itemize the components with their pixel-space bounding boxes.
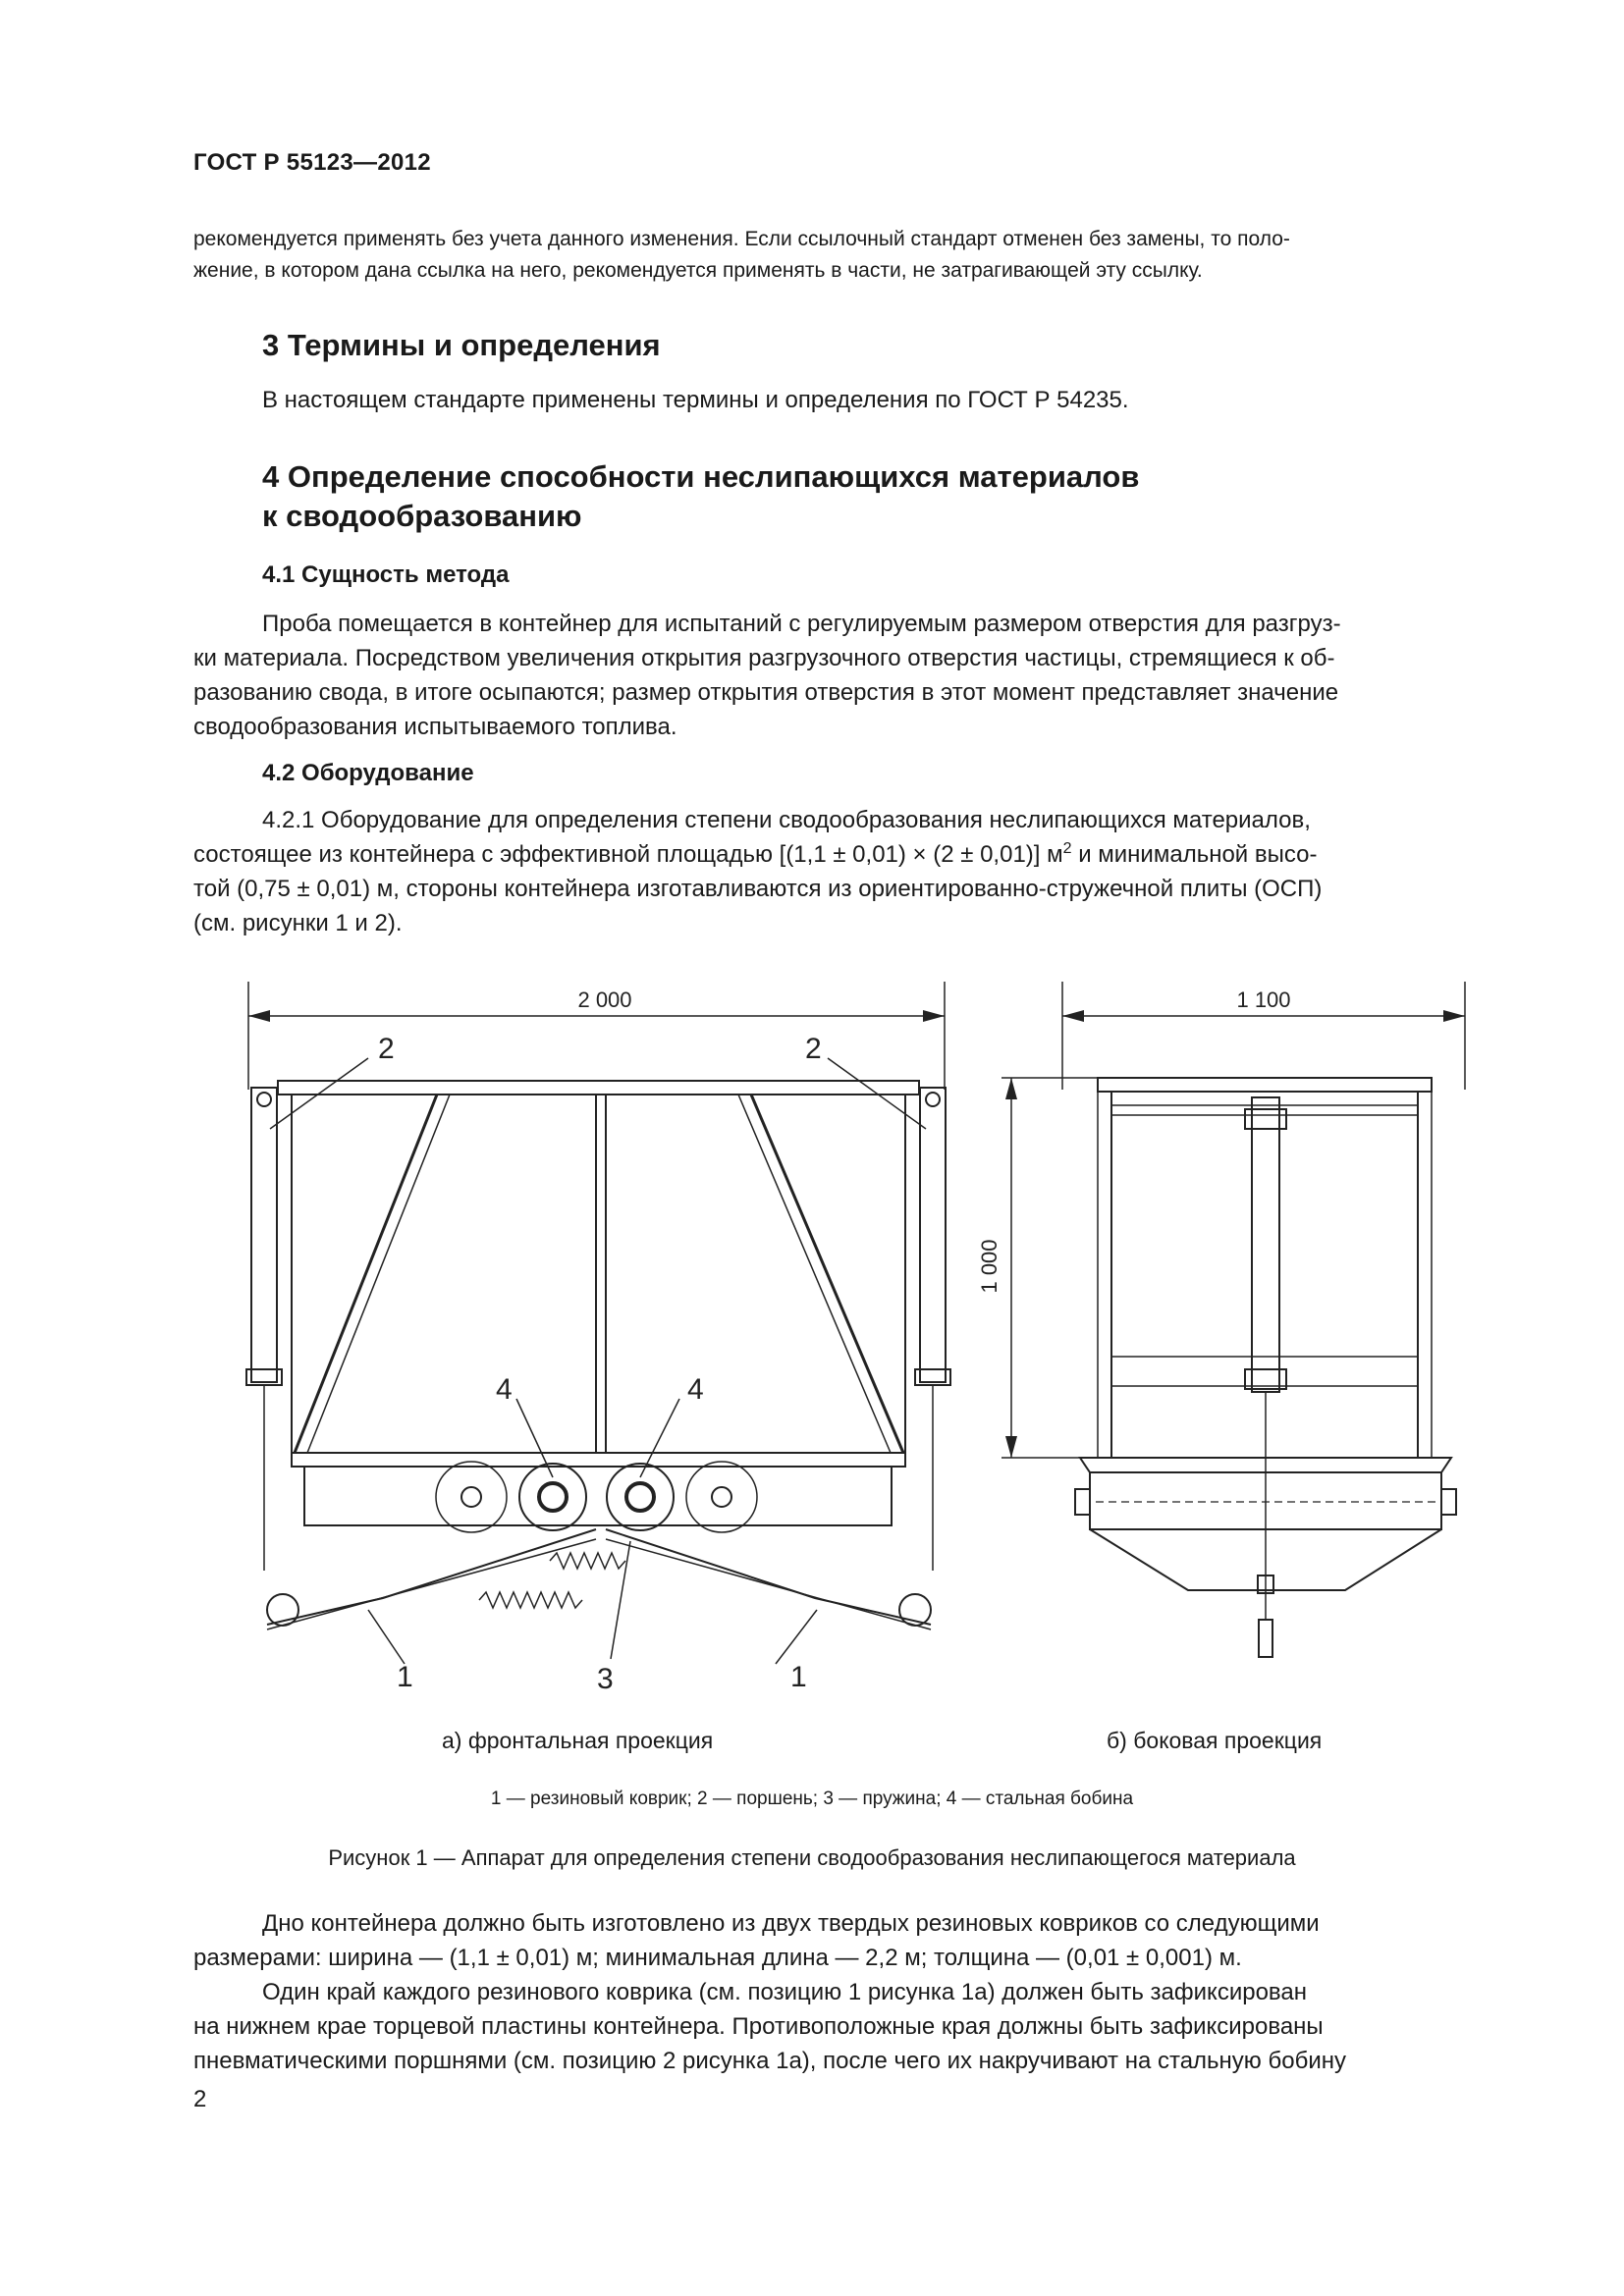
rubber-mat-left bbox=[267, 1529, 596, 1625]
side-projection-drawing bbox=[977, 962, 1492, 1669]
bobbin-housing bbox=[304, 1467, 892, 1525]
superscript: 2 bbox=[1062, 840, 1072, 857]
axle-end bbox=[1075, 1489, 1090, 1515]
callout-number: 4 bbox=[687, 1373, 704, 1406]
bobbin-hub bbox=[712, 1487, 731, 1507]
section-3-text: В настоящем стандарте применены термины и определения по ГОСТ Р 54235. bbox=[262, 387, 1129, 413]
callout-number: 2 bbox=[378, 1033, 395, 1065]
section-4-heading bbox=[262, 457, 1139, 536]
paragraph-line: пневматическими поршнями (см. позицию 2 рисунка 1а), после чего их накручивают на стальную бобину bbox=[193, 2048, 1346, 2074]
container-top-frame bbox=[278, 1081, 919, 1095]
height-dimension-label: 1 000 bbox=[977, 1239, 1001, 1294]
diagonal-brace bbox=[751, 1095, 903, 1453]
bobbin-hub bbox=[626, 1483, 654, 1511]
paragraph-line: Дно контейнера должно быть изготовлено из двух твердых резиновых ковриков со следующими bbox=[262, 1910, 1320, 1937]
rubber-mat-right bbox=[606, 1539, 931, 1629]
paragraph-text: и минимальной высо- bbox=[1071, 841, 1318, 868]
steel-bobbin-left bbox=[519, 1464, 586, 1530]
spring bbox=[550, 1553, 625, 1569]
diagonal-brace bbox=[738, 1095, 891, 1453]
intro-paragraph bbox=[193, 224, 1513, 287]
callout-number: 3 bbox=[597, 1663, 614, 1695]
paragraph-line: размерами: ширина — (1,1 ± 0,01) м; минимальная длина — 2,2 м; толщина — (0,01 ± 0,001) м. bbox=[193, 1945, 1242, 1971]
document-header: ГОСТ Р 55123—2012 bbox=[193, 149, 431, 176]
intro-line: жение, в котором дана ссылка на него, рекомендуется применять в части, не затрагивающей эту ссылку. bbox=[193, 259, 1203, 282]
paragraph-line: разованию свода, в итоге осыпаются; размер открытия отверстия в этот момент представляет значение bbox=[193, 679, 1339, 706]
intro-line: рекомендуется применять без учета данного изменения. Если ссылочный стандарт отменен без замены, то поло- bbox=[193, 228, 1290, 250]
piston-right bbox=[920, 1088, 946, 1382]
arrow-icon bbox=[923, 1010, 945, 1022]
bobbin-hub bbox=[461, 1487, 481, 1507]
bottom-paragraph-1 bbox=[193, 1906, 1513, 1975]
paragraph-line: Один край каждого резинового коврика (см. позицию 1 рисунка 1а) должен быть зафиксирован bbox=[262, 1979, 1308, 2005]
callout-number: 2 bbox=[805, 1033, 822, 1065]
side-projection-caption: б) боковая проекция bbox=[1107, 1728, 1323, 1753]
figure-title: Рисунок 1 — Аппарат для определения степени сводообразования неслипающегося материала bbox=[328, 1845, 1296, 1870]
spring bbox=[479, 1592, 582, 1608]
rubber-mat-left bbox=[267, 1539, 596, 1629]
subsection-4-1-paragraph bbox=[193, 607, 1513, 744]
axle-end bbox=[1441, 1489, 1456, 1515]
callout-number: 1 bbox=[790, 1661, 807, 1693]
diagonal-brace bbox=[295, 1095, 437, 1453]
piston-pivot bbox=[926, 1093, 940, 1106]
arrow-icon bbox=[248, 1010, 270, 1022]
side-piston bbox=[1252, 1097, 1279, 1392]
steel-bobbin-right bbox=[607, 1464, 674, 1530]
width-dimension-label: 1 100 bbox=[1236, 988, 1291, 1012]
width-dimension-label: 2 000 bbox=[577, 988, 632, 1012]
piston-left bbox=[251, 1088, 277, 1382]
piston-pivot bbox=[257, 1093, 271, 1106]
rubber-mat-right bbox=[606, 1529, 931, 1625]
bobbin-outer bbox=[436, 1462, 507, 1532]
figure-legend: 1 — резиновый коврик; 2 — поршень; 3 — пружина; 4 — стальная бобина bbox=[490, 1789, 1134, 1809]
arrow-icon bbox=[1005, 1078, 1017, 1099]
paragraph-line: на нижнем крае торцевой пластины контейнера. Противоположные края должны быть зафиксированы bbox=[193, 2013, 1324, 2040]
bobbin-hub bbox=[539, 1483, 567, 1511]
container-bottom-frame bbox=[292, 1453, 905, 1467]
arrow-icon bbox=[1443, 1010, 1465, 1022]
bobbin-outer bbox=[686, 1462, 757, 1532]
front-projection-drawing bbox=[226, 962, 982, 1695]
paragraph-line: 4.2.1 Оборудование для определения степени сводообразования неслипающихся материалов, bbox=[262, 807, 1311, 833]
section-4-heading-line: к сводообразованию bbox=[262, 499, 582, 533]
paragraph-line bbox=[193, 837, 1513, 872]
front-projection-caption: а) фронтальная проекция bbox=[442, 1728, 714, 1753]
page-number: 2 bbox=[193, 2086, 207, 2112]
paragraph-line: той (0,75 ± 0,01) м, стороны контейнера изготавливаются из ориентированно-стружечной плиты (ОСП) bbox=[193, 876, 1323, 902]
subsection-4-2-paragraph bbox=[193, 803, 1513, 940]
arrow-icon bbox=[1062, 1010, 1084, 1022]
paragraph-line: (см. рисунки 1 и 2). bbox=[193, 910, 403, 936]
paragraph-line: ки материала. Посредством увеличения открытия разгрузочного отверстия частицы, стремящиеся к об- bbox=[193, 645, 1335, 671]
leader-line bbox=[776, 1610, 817, 1664]
section-4-heading-line: 4 Определение способности неслипающихся материалов bbox=[262, 459, 1140, 494]
side-top-frame bbox=[1098, 1078, 1432, 1092]
paragraph-text: состоящее из контейнера с эффективной площадью [(1,1 ± 0,01) × (2 ± 0,01)] м bbox=[193, 841, 1063, 868]
paragraph-line: Проба помещается в контейнер для испытаний с регулируемым размером отверстия для разгруз- bbox=[262, 611, 1341, 637]
subsection-4-2-heading: 4.2 Оборудование bbox=[262, 760, 474, 786]
callout-number: 1 bbox=[397, 1661, 413, 1693]
diagonal-brace bbox=[307, 1095, 450, 1453]
paragraph-line: сводообразования испытываемого топлива. bbox=[193, 714, 677, 740]
subsection-4-1-heading: 4.1 Сущность метода bbox=[262, 561, 510, 588]
section-3-heading: 3 Термины и определения bbox=[262, 328, 661, 362]
leader-line bbox=[368, 1610, 405, 1664]
rod-end bbox=[1259, 1620, 1272, 1657]
arrow-icon bbox=[1005, 1436, 1017, 1458]
side-rail bbox=[1111, 1357, 1418, 1386]
bottom-paragraph-2 bbox=[193, 1975, 1513, 2078]
callout-number: 4 bbox=[496, 1373, 513, 1406]
